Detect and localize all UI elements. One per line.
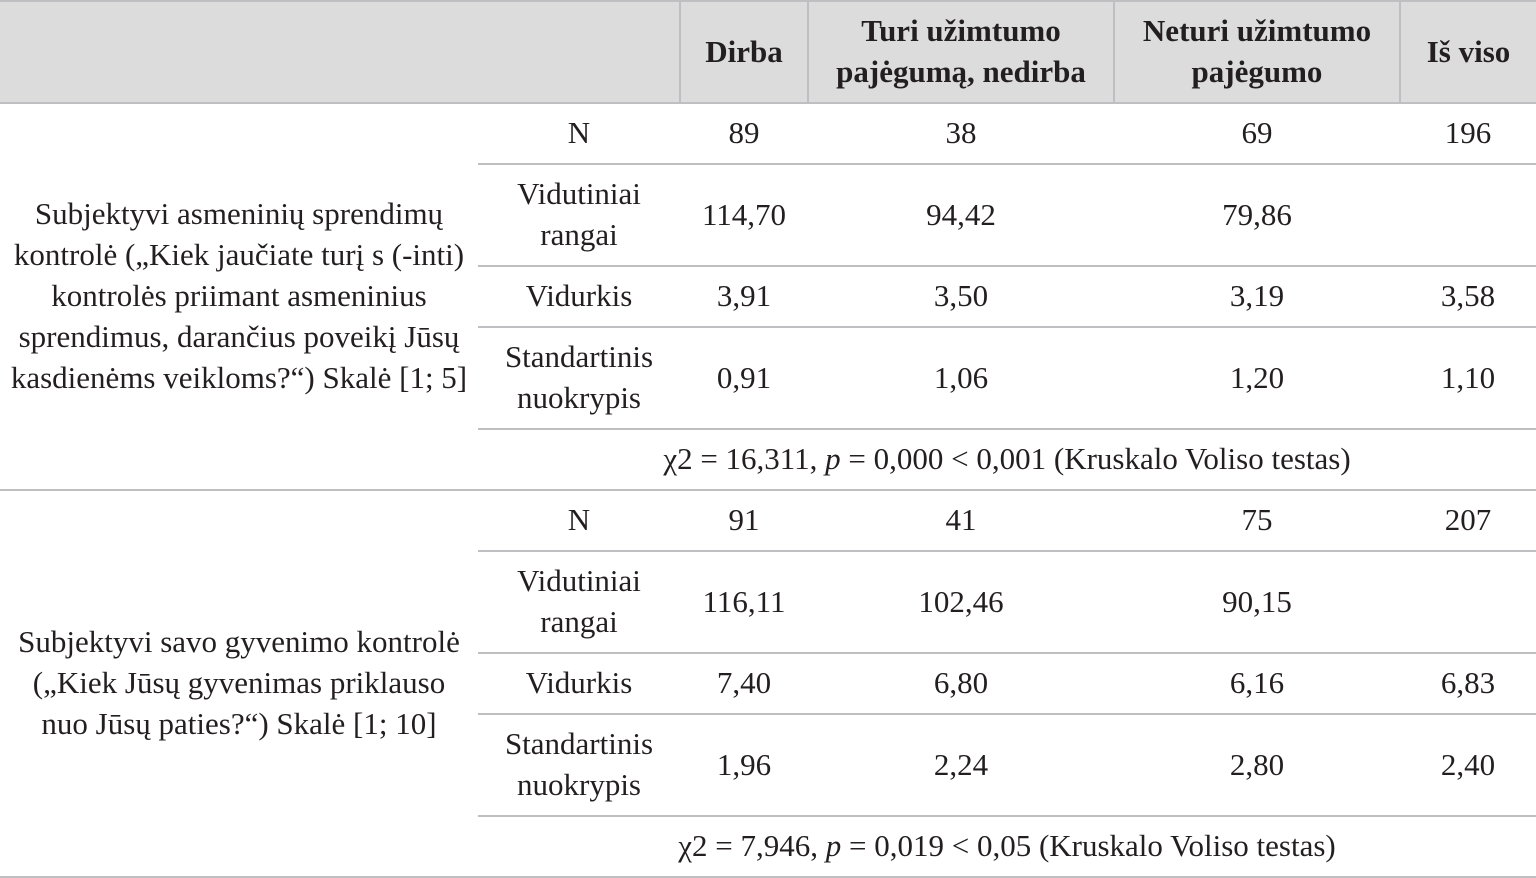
value-cell: 196	[1400, 103, 1536, 164]
value-cell: 41	[808, 490, 1114, 551]
stat-label: N	[478, 103, 680, 164]
group-label: Subjektyvi savo gyvenimo kontrolė („Kiek Jūsų gyvenimas priklauso nuo Jūsų paties?“) Skalė [1; 10]	[0, 490, 478, 877]
test-pvalue: = 0,000 < 0,001 (Kruskalo Voliso testas)	[840, 441, 1351, 477]
value-cell: 1,20	[1114, 327, 1400, 429]
test-result	[478, 429, 1536, 490]
value-cell: 2,80	[1114, 714, 1400, 816]
value-cell: 102,46	[808, 551, 1114, 653]
test-statistic: χ2 = 7,946,	[678, 828, 826, 864]
value-cell: 6,16	[1114, 653, 1400, 714]
header-row	[0, 1, 1536, 103]
value-cell: 89	[680, 103, 808, 164]
value-cell: 79,86	[1114, 164, 1400, 266]
value-cell: 38	[808, 103, 1114, 164]
value-cell: 90,15	[1114, 551, 1400, 653]
value-cell: 207	[1400, 490, 1536, 551]
p-symbol: p	[825, 441, 841, 477]
test-pvalue: = 0,019 < 0,05 (Kruskalo Voliso testas)	[841, 828, 1336, 864]
stat-label: Vidurkis	[478, 653, 680, 714]
value-cell: 2,24	[808, 714, 1114, 816]
value-cell: 7,40	[680, 653, 808, 714]
value-cell: 116,11	[680, 551, 808, 653]
value-cell: 114,70	[680, 164, 808, 266]
p-symbol: p	[825, 828, 842, 864]
stat-label: N	[478, 490, 680, 551]
header-corner	[0, 1, 680, 103]
value-cell	[1400, 164, 1536, 266]
column-header-dirba: Dirba	[680, 1, 808, 103]
value-cell: 3,50	[808, 266, 1114, 327]
stat-label: Standartinis nuokrypis	[478, 327, 680, 429]
value-cell: 75	[1114, 490, 1400, 551]
value-cell: 0,91	[680, 327, 808, 429]
value-cell: 1,96	[680, 714, 808, 816]
stat-label: Vidutiniai rangai	[478, 551, 680, 653]
stat-label: Vidutiniai rangai	[478, 164, 680, 266]
stat-label: Vidurkis	[478, 266, 680, 327]
value-cell: 2,40	[1400, 714, 1536, 816]
column-header-is-viso: Iš viso	[1400, 1, 1536, 103]
value-cell: 3,58	[1400, 266, 1536, 327]
column-header-neturi-pajegumo: Neturi užimtumo pajėgumo	[1114, 1, 1400, 103]
value-cell: 91	[680, 490, 808, 551]
stat-label: Standartinis nuokrypis	[478, 714, 680, 816]
test-statistic: χ2 = 16,311,	[663, 441, 826, 477]
value-cell: 6,80	[808, 653, 1114, 714]
value-cell: 6,83	[1400, 653, 1536, 714]
value-cell: 1,06	[808, 327, 1114, 429]
value-cell: 3,19	[1114, 266, 1400, 327]
test-result	[478, 816, 1536, 877]
value-cell: 69	[1114, 103, 1400, 164]
table-row	[0, 490, 1536, 551]
value-cell	[1400, 551, 1536, 653]
column-header-turi-pajeguma: Turi užimtumo pajėgumą, nedirba	[808, 1, 1114, 103]
table-row	[0, 103, 1536, 164]
value-cell: 1,10	[1400, 327, 1536, 429]
group-label: Subjektyvi asmeninių sprendimų kontrolė („Kiek jaučiate turį s (-inti) kontrolės priimant asmeninius sprendimus, darančius poveikį Jūsų kasdienėms veikloms?“) Skalė [1; 5]	[0, 103, 478, 490]
value-cell: 94,42	[808, 164, 1114, 266]
value-cell: 3,91	[680, 266, 808, 327]
